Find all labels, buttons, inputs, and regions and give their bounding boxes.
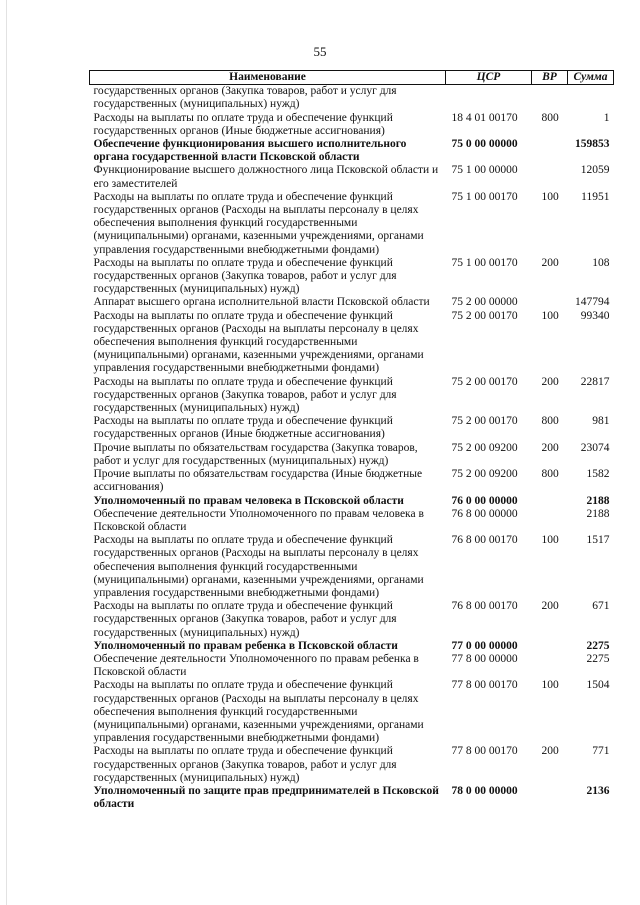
row-vr: 800: [541, 415, 559, 428]
row-sum: 1582: [586, 468, 610, 481]
row-sum: 671: [592, 600, 610, 613]
row-name: Расходы на выплаты по оплате труда и обеспечение функций государственных органов (Расходы на выплаты персоналу в целях обеспечения выполнения функций государственными (муниципальными) органами, казенными учреждениями, органами управления государственными внебюджетными фондами): [93, 309, 424, 375]
row-csr: 77 8 00 00170: [451, 745, 518, 758]
table-row: [90, 785, 614, 811]
row-name: Расходы на выплаты по оплате труда и обеспечение функций государственных органов (Иные бюджетные ассигнования): [93, 111, 393, 137]
table-row: [90, 376, 614, 416]
row-name: Расходы на выплаты по оплате труда и обеспечение функций государственных органов (Расходы на выплаты персоналу в целях обеспечения выполнения функций государственными (муниципальными) органами, казенными учреждениями, органами управления государственными внебюджетными фондами): [93, 190, 424, 256]
row-csr: 78 0 00 00000: [451, 784, 518, 797]
row-sum: 771: [592, 745, 610, 758]
row-name: Расходы на выплаты по оплате труда и обеспечение функций государственных органов (Закупка товаров, работ и услуг для государственных (муниципальных) нужд): [93, 375, 397, 415]
row-name: Расходы на выплаты по оплате труда и обеспечение функций государственных органов (Расходы на выплаты персоналу в целях обеспечения выполнения функций государственными (муниципальными) органами, казенными учреждениями, органами управления государственными внебюджетными фондами): [93, 534, 424, 599]
row-vr: 100: [541, 679, 559, 692]
row-vr: [532, 85, 568, 112]
row-name: Уполномоченный по правам ребенка в Псковской области: [93, 639, 398, 652]
row-name: Расходы на выплаты по оплате труда и обеспечение функций государственных органов (Закупка товаров, работ и услуг для государственных (муниципальных) нужд): [93, 256, 397, 296]
row-vr: [532, 495, 568, 508]
row-name: Обеспечение функционирования высшего исполнительного органа государственной власти Псковской области: [93, 138, 407, 164]
row-vr: 200: [541, 600, 559, 613]
row-csr: 76 8 00 00000: [451, 507, 518, 520]
table-header-row: [90, 71, 614, 85]
row-csr: 75 2 00 00170: [451, 375, 518, 388]
row-sum: 12059: [580, 164, 610, 177]
row-csr: 76 8 00 00170: [451, 600, 518, 613]
row-vr: 200: [541, 256, 559, 269]
header-name: Наименование: [90, 71, 446, 85]
row-sum: 1504: [586, 679, 610, 692]
row-vr: [532, 296, 568, 309]
row-csr: 75 1 00 00000: [451, 164, 518, 177]
row-name: Аппарат высшего органа исполнительной власти Псковской области: [93, 296, 430, 309]
row-name: Расходы на выплаты по оплате труда и обеспечение функций государственных органов (Закупка товаров, работ и услуг для государственных (муниципальных) нужд): [93, 600, 397, 639]
row-sum: 2275: [586, 652, 610, 665]
row-sum: 159853: [575, 138, 610, 151]
row-vr: [532, 640, 568, 653]
row-csr: 75 2 00 00000: [451, 296, 518, 309]
row-csr: 77 8 00 00170: [451, 679, 518, 692]
row-vr: 100: [541, 190, 559, 203]
row-vr: [532, 785, 568, 811]
row-csr: 75 2 00 09200: [451, 468, 518, 481]
row-sum: 11951: [581, 190, 610, 203]
row-csr: 75 2 00 09200: [451, 441, 518, 454]
row-csr: 77 8 00 00000: [451, 652, 518, 665]
table-row: [90, 310, 614, 376]
table-row: [90, 653, 614, 679]
row-sum: 99340: [580, 309, 610, 322]
row-csr: 75 2 00 00170: [451, 415, 518, 428]
table-row: [90, 534, 614, 600]
row-csr: 77 0 00 00000: [451, 639, 518, 652]
row-csr: 75 1 00 00170: [451, 190, 518, 203]
row-vr: 100: [541, 534, 559, 547]
row-vr: [532, 508, 568, 534]
row-vr: 200: [541, 375, 559, 388]
row-sum: 23074: [580, 441, 610, 454]
table-row: [90, 164, 614, 190]
table-row: [90, 495, 614, 508]
page-number: 55: [313, 44, 327, 59]
row-name: Расходы на выплаты по оплате труда и обеспечение функций государственных органов (Расходы на выплаты персоналу в целях обеспечения выполнения функций государственными (муниципальными) органами, казенными учреждениями, органами управления государственными внебюджетными фондами): [93, 679, 424, 745]
row-sum: 108: [592, 256, 610, 269]
table-row: [90, 600, 614, 640]
row-name: Прочие выплаты по обязательствам государства (Закупка товаров, работ и услуг для государственных (муниципальных) нужд): [93, 441, 418, 467]
row-name: Уполномоченный по защите прав предпринимателей в Псковской области: [93, 784, 439, 811]
row-csr: 75 0 00 00000: [451, 138, 518, 151]
table-body: [90, 85, 614, 812]
row-vr: [532, 653, 568, 679]
row-sum: 2136: [586, 784, 610, 797]
row-csr: 76 0 00 00000: [451, 494, 518, 507]
row-vr: 200: [541, 441, 559, 454]
row-name: Обеспечение деятельности Уполномоченного по правам человека в Псковской области: [93, 507, 424, 533]
row-sum: 981: [592, 415, 610, 428]
table-row: [90, 679, 614, 745]
row-name: Расходы на выплаты по оплате труда и обеспечение функций государственных органов (Закупка товаров, работ и услуг для государственных (муниципальных) нужд): [93, 745, 397, 784]
table-row: [90, 112, 614, 138]
table-row: [90, 745, 614, 785]
table-row: [90, 138, 614, 164]
row-sum: 147794: [575, 296, 610, 309]
row-sum: 2188: [586, 507, 610, 520]
header-csr: ЦСР: [446, 71, 532, 85]
row-sum: 2188: [586, 494, 610, 507]
row-csr: 75 2 00 00170: [451, 309, 518, 322]
row-vr: 800: [541, 111, 559, 124]
table-row: [90, 442, 614, 468]
row-csr: [446, 85, 532, 112]
table-row: [90, 640, 614, 653]
row-vr: 800: [541, 468, 559, 481]
header-sum: Сумма: [568, 71, 614, 85]
row-name: Функционирование высшего должностного лица Псковской области и его заместителей: [93, 164, 439, 190]
row-vr: 100: [541, 309, 559, 322]
row-name: государственных органов (Закупка товаров, работ и услуг для государственных (муниципальных) нужд): [93, 85, 397, 111]
row-vr: [532, 138, 568, 164]
row-sum: 2275: [586, 639, 610, 652]
table-row: [90, 468, 614, 494]
row-name: Уполномоченный по правам человека в Псковской области: [93, 494, 404, 507]
table-row: [90, 415, 614, 441]
row-sum: 22817: [580, 375, 610, 388]
row-vr: [532, 164, 568, 190]
row-csr: 76 8 00 00170: [451, 534, 518, 547]
row-name: Расходы на выплаты по оплате труда и обеспечение функций государственных органов (Иные бюджетные ассигнования): [93, 415, 393, 441]
budget-table: [89, 70, 614, 811]
row-csr: 18 4 01 00170: [451, 111, 518, 124]
table-row: [90, 85, 614, 112]
row-sum: [568, 85, 614, 112]
row-csr: 75 1 00 00170: [451, 256, 518, 269]
table-row: [90, 257, 614, 297]
header-vr: ВР: [532, 71, 568, 85]
row-sum: 1: [603, 111, 610, 124]
table-row: [90, 296, 614, 309]
table-row: [90, 191, 614, 257]
row-vr: 200: [541, 745, 559, 758]
row-name: Прочие выплаты по обязательствам государства (Иные бюджетные ассигнования): [93, 468, 423, 494]
scan-edge-line: [6, 0, 7, 905]
table-row: [90, 508, 614, 534]
row-sum: 1517: [586, 534, 610, 547]
row-name: Обеспечение деятельности Уполномоченного по правам ребенка в Псковской области: [93, 652, 419, 679]
